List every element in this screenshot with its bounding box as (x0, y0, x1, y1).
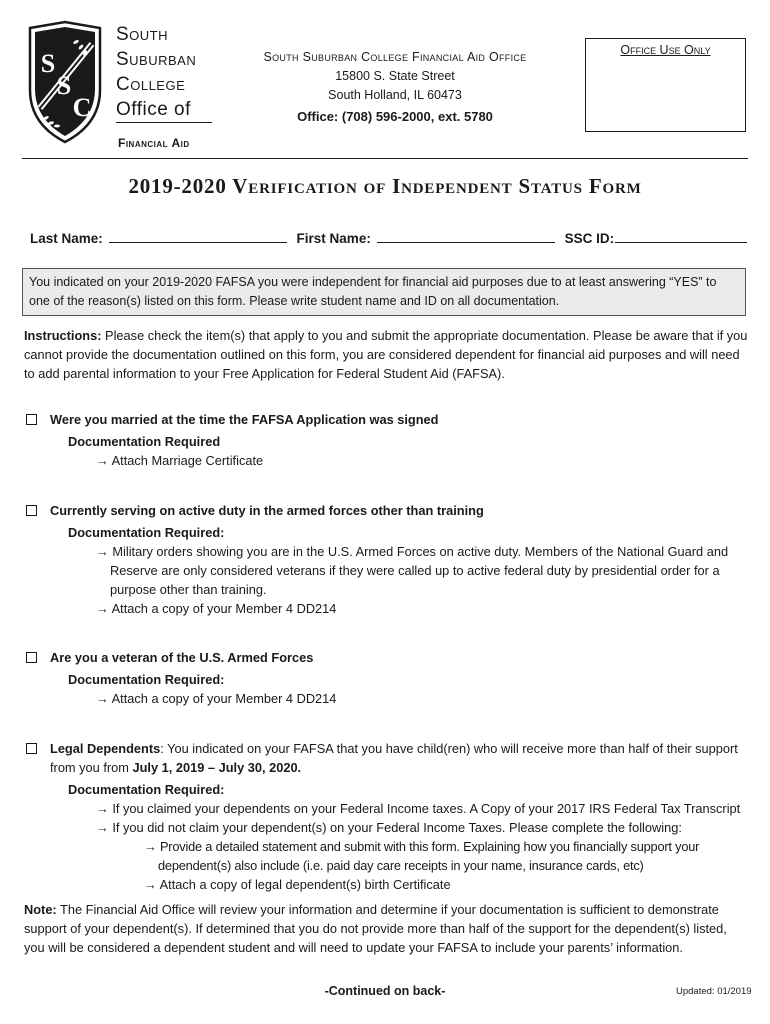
logo-letter-3: C (72, 93, 92, 122)
logo-letter-2: S (56, 71, 72, 100)
active-duty-checkbox[interactable] (26, 505, 37, 516)
instructions-label: Instructions: (24, 328, 102, 343)
instructions-text: Please check the item(s) that apply to you and submit the appropriate documentation. Please be aware that if you cannot provide the documentation outlined on this form, you are considered dependent for financial aid purposes and will need to add parental information to your Free Application for Federal Student Aid (FAFSA). (24, 328, 748, 381)
veteran-doc-item: → Attach a copy of your Member 4 DD214 (96, 691, 337, 706)
dependents-text: : You indicated on your FAFSA that you have child(ren) who will receive more than half of their support from you from (50, 741, 738, 775)
school-name (116, 22, 212, 123)
note-text: The Financial Aid Office will review your information and determine if your documentation is sufficient to demonstrate support of your dependent(s). If determined that you do not provide more than half of the support for the dependent(s) listed, you will be considered a dependent student and will need to update your FAFSA to include your parents’ information. (24, 902, 727, 955)
dependents-sub-item: → Attach a copy of legal dependent(s) birth Certificate (144, 877, 451, 892)
dependents-doc-item: → If you claimed your dependents on your Federal Income taxes. A Copy of your 2017 IRS Federal Tax Transcript (96, 801, 741, 816)
updated-date: Updated: 01/2019 (676, 986, 752, 997)
active-duty-doc-item: → Military orders showing you are in the U.S. Armed Forces on active duty. Members of the National Guard and Reserve are only considered veterans if they were called up to active federal duty by presidential order for a purpose other than training. (96, 544, 729, 597)
active-duty-doc-item: → Attach a copy of your Member 4 DD214 (96, 601, 337, 616)
first-name-label: First Name: (296, 231, 371, 246)
street-address: 15800 S. State Street (335, 69, 455, 83)
section-active-duty (26, 501, 750, 618)
form-title: 2019-2020 Verification of Independent Status Form (128, 174, 642, 198)
header-divider (22, 158, 748, 159)
ssc-id-label: SSC ID: (564, 231, 615, 246)
office-phone: Office: (708) 596-2000, ext. 5780 (297, 109, 493, 124)
student-info-fields (30, 228, 753, 246)
office-name: South Suburban College Financial Aid Office (263, 50, 527, 64)
ssc-id-field[interactable] (615, 228, 747, 243)
school-line-4: Office of (116, 97, 212, 123)
school-line-3: College (116, 74, 186, 95)
note (24, 900, 748, 957)
married-checkbox[interactable] (26, 414, 37, 425)
active-duty-doc-heading: Documentation Required: (68, 525, 225, 540)
section-married (26, 410, 750, 470)
dependents-doc-heading: Documentation Required: (68, 782, 225, 797)
veteran-question: Are you a veteran of the U.S. Armed Forces (50, 650, 314, 665)
city-state-zip: South Holland, IL 60473 (328, 88, 462, 102)
office-use-box (585, 38, 746, 132)
school-line-1: South (116, 24, 169, 45)
active-duty-question: Currently serving on active duty in the armed forces other than training (50, 503, 484, 518)
last-name-label: Last Name: (30, 231, 103, 246)
notice-box: You indicated on your 2019-2020 FAFSA you were independent for financial aid purposes due to at least answering “YES” to one of the reason(s) listed on this form. Please write student name and ID on all documentation. (22, 268, 746, 316)
dependents-checkbox[interactable] (26, 743, 37, 754)
dependents-dates: July 1, 2019 – July 30, 2020. (132, 760, 302, 775)
married-question: Were you married at the time the FAFSA Application was signed (50, 412, 439, 427)
section-veteran (26, 648, 750, 708)
married-doc-item: → Attach Marriage Certificate (96, 453, 264, 468)
veteran-doc-heading: Documentation Required: (68, 672, 225, 687)
office-address (230, 48, 560, 126)
veteran-checkbox[interactable] (26, 652, 37, 663)
dependents-label: Legal Dependents (50, 741, 161, 756)
instructions (24, 326, 748, 383)
last-name-field[interactable] (109, 228, 287, 243)
section-legal-dependents (26, 739, 750, 894)
school-line-5: Financial Aid (118, 136, 190, 150)
dependents-sub-item: → Provide a detailed statement and submit with this form. Explaining how you financially support your dependent(s) also include (i.e. paid day care receipts in your name, insurance cards, etc) (144, 839, 700, 873)
dependents-doc-item: → If you did not claim your dependent(s) on your Federal Income Taxes. Please complete the following: (96, 820, 682, 835)
first-name-field[interactable] (377, 228, 555, 243)
logo-letter-1: S (40, 49, 56, 78)
school-line-2: Suburban (116, 49, 197, 70)
continued-on-back: -Continued on back- (324, 984, 446, 998)
married-doc-heading: Documentation Required (68, 434, 221, 449)
college-logo-shield (26, 20, 104, 144)
note-label: Note: (24, 902, 57, 917)
office-use-label: Office Use Only (620, 43, 711, 57)
